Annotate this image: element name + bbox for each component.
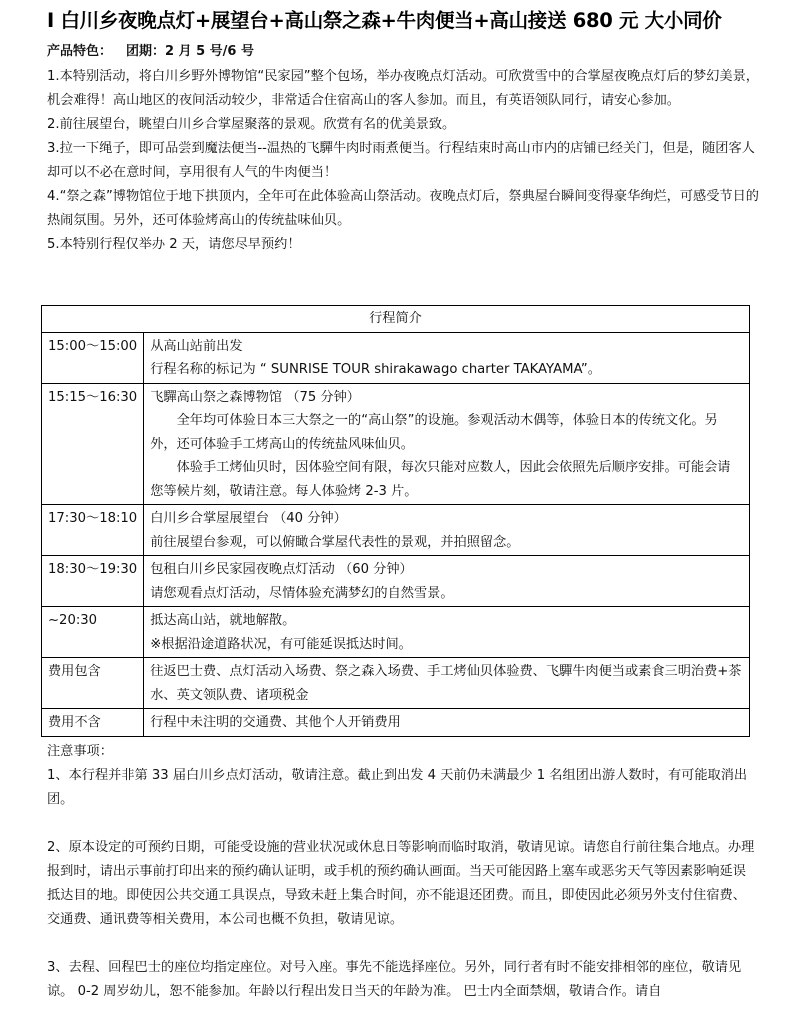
feature-item: 4.“祭之森”博物馆位于地下拱顶内，全年可在此体验高山祭活动。夜晚点灯后，祭典屋台瞬间变得豪华绚烂，可感受节日的热闹氛围。另外，还可体验烤高山的传统盐味仙贝。 [47, 189, 759, 228]
feature-item: 5.本特别行程仅举办 2 天，请您尽早预约！ [47, 237, 301, 252]
detail-line: 体验手工烤仙贝时，因体验空间有限，每次只能对应数人，因此会依照先后顺序安排。可能会请您等候片刻，敬请注意。每人体验烤 2-3 片。 [150, 460, 731, 499]
note-item: 3、去程、回程巴士的座位均指定座位。对号入座。事先不能选择座位。另外，同行者有时不能安排相邻的座位，敬请见谅。 0-2 周岁幼儿，恕不能参加。年龄以行程出发日当天的年龄为准。 巴士内全面禁烟，敬请合作。请自 [47, 960, 742, 999]
detail-cell [144, 332, 750, 383]
detail-line: 全年均可体验日本三大祭之一的“高山祭”的设施。参观活动木偶等，体验日本的传统文化。另外，还可体验手工烤高山的传统盐风味仙贝。 [150, 413, 718, 452]
detail-cell [144, 709, 750, 737]
note-item: 1、本行程并非第 33 届白川乡点灯活动，敬请注意。截止到出发 4 天前仍未满最少 1 名组团出游人数时，有可能取消出团。 [47, 768, 748, 807]
feature-item: 2.前往展望台，眺望白川乡合掌屋聚落的景观。欣赏有名的优美景致。 [47, 117, 456, 132]
fee-label-cell: 费用包含 [42, 658, 144, 709]
table-row [42, 658, 750, 709]
fee-label-cell: 费用不含 [42, 709, 144, 737]
table-row [42, 556, 750, 607]
detail-line: 往返巴士费、点灯活动入场费、祭之森入场费、手工烤仙贝体验费、飞驒牛肉便当或素食三明治费+茶水、英文领队费、诸项税金 [150, 664, 742, 703]
detail-cell [144, 658, 750, 709]
time-cell: 17:30～18:10 [42, 505, 144, 556]
itinerary-table [41, 305, 750, 737]
itinerary-header: 行程简介 [42, 306, 750, 333]
detail-cell [144, 505, 750, 556]
detail-cell [144, 556, 750, 607]
detail-line: 白川乡合掌屋展望台 （40 分钟） [150, 511, 347, 526]
table-row [42, 607, 750, 658]
time-cell: 15:15～16:30 [42, 383, 144, 505]
note-item: 2、原本设定的可预约日期，可能受设施的营业状况或休息日等影响而临时取消，敬请见谅。请您自行前往集合地点。办理报到时，请出示事前打印出来的预约确认证明，或手机的预约确认画面。当天可能因路上塞车或恶劣天气等因素影响延误抵达目的地。即使因公共交通工具误点，导致未赶上集合时间，亦不能退还团费。而且，即使因此必须另外支付住宿费、交通费、通讯费等相关费用，本公司也概不负担，敬请见谅。 [47, 840, 755, 927]
table-row [42, 383, 750, 505]
detail-line: 抵达高山站，就地解散。 [150, 613, 296, 628]
time-cell: 15:00～15:00 [42, 332, 144, 383]
detail-line: 包租白川乡民家园夜晚点灯活动 （60 分钟） [150, 562, 413, 577]
detail-line: 前往展望台参观，可以俯瞰合掌屋代表性的景观，并拍照留念。 [150, 534, 520, 550]
tour-dates: 团期：2 月 5 号/6 号 [126, 44, 255, 59]
feature-item: 1.本特别活动，将白川乡野外博物馆“民家园”整个包场，举办夜晚点灯活动。可欣赏雪中的合掌屋夜晚点灯后的梦幻美景，机会难得！高山地区的夜间活动较少，非常适合住宿高山的客人参加。而且，有英语领队同行，请安心参加。 [47, 69, 759, 108]
table-row [42, 709, 750, 737]
features-line [47, 42, 254, 62]
notes-section [47, 740, 759, 1004]
detail-line: ※根据沿途道路状况，有可能延误抵达时间。 [150, 636, 412, 652]
notes-heading: 注意事项： [47, 744, 113, 759]
features-label: 产品特色： [47, 44, 113, 59]
feature-list [47, 65, 759, 257]
page-title: I 白川乡夜晚点灯+展望台+高山祭之森+牛肉便当+高山接送 680 元 大小同价 [47, 9, 722, 32]
detail-line: 行程名称的标记为 “ SUNRISE TOUR shirakawago charter TAKAYAMA”。 [150, 362, 601, 377]
detail-line: 飞驒高山祭之森博物馆 （75 分钟） [150, 389, 360, 405]
time-cell: 18:30～19:30 [42, 556, 144, 607]
table-row [42, 332, 750, 383]
detail-line: 请您观看点灯活动，尽情体验充满梦幻的自然雪景。 [150, 585, 454, 601]
detail-line: 行程中未注明的交通费、其他个人开销费用 [150, 715, 401, 730]
itinerary-header-row [42, 306, 750, 333]
detail-cell [144, 607, 750, 658]
time-cell: ~20:30 [42, 607, 144, 658]
detail-cell [144, 383, 750, 505]
feature-item: 3.拉一下绳子，即可品尝到魔法便当--温热的飞驒牛肉时雨煮便当。行程结束时高山市内的店铺已经关门，但是，随团客人却可以不必在意时间，享用很有人气的牛肉便当！ [47, 141, 755, 180]
table-row [42, 505, 750, 556]
detail-line: 从高山站前出发 [150, 338, 243, 354]
